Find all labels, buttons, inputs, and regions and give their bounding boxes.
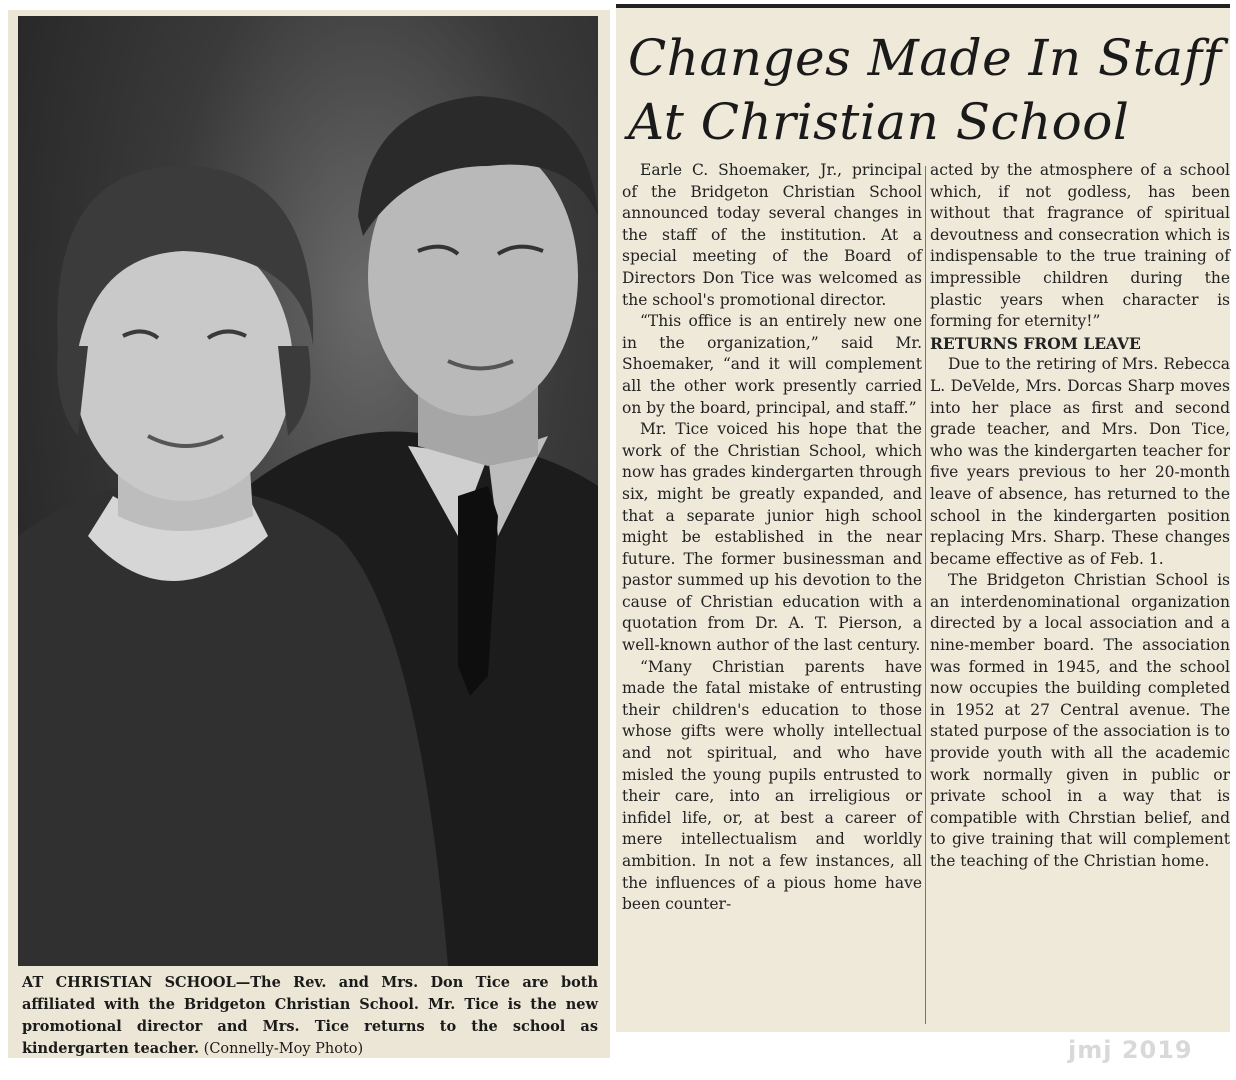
headline [628, 26, 1228, 154]
column-divider [925, 166, 926, 1024]
portrait-photo [18, 16, 598, 966]
headline-line-1: Changes Made In Staff [628, 29, 1222, 87]
headline-line-2: At Christian School [628, 93, 1130, 151]
article-paragraph: “This office is an entirely new one in the organization,” said Mr. Shoemaker, “and it will complement all the other work presently carried on by the board, principal, and staff.” [622, 312, 922, 417]
caption-lead: AT CHRISTIAN SCHOOL— [22, 974, 251, 991]
article-clipping [616, 4, 1230, 1032]
article-paragraph: acted by the atmosphere of a school which, if not godless, has been without that fragrance of spiritual devoutness and consecration which is indispensable to the true training of impressible children during the plastic years when character is forming for eternity!” [930, 161, 1230, 331]
photo-caption [22, 972, 598, 1060]
article-paragraph: Mr. Tice voiced his hope that the work of the Christian School, which now has grades kindergarten through six, might be greatly expanded, and that a separate junior high school might be established in the near future. The former businessman and pastor summed up his devotion to the cause of Christian education with a quotation from Dr. A. T. Pierson, a well-known author of the last century. [622, 420, 922, 655]
photo-clipping [8, 10, 610, 1058]
article-column-2 [930, 160, 1230, 873]
article-paragraph: The Bridgeton Christian School is an interdenominational organization directed by a local association and a nine-member board. The association was formed in 1945, and the school now occupies the building completed in 1952 at 27 Central avenue. The stated purpose of the association is to provide youth with all the academic work normally given in public or private school in a way that is compatible with Chrstian belief, and to give training that will complement the teaching of the Christian home. [930, 571, 1230, 870]
article-paragraph: “Many Christian parents have made the fatal mistake of entrusting their children's education to those whose gifts were wholly intellectual and not spiritual, and who have misled the young pupils entrusted to their care, into an irreligious or infidel life, or, at best a career of mere intellectualism and worldly ambition. In not a few instances, all the influences of a pious home have been counter- [622, 657, 922, 914]
caption-body: The Rev. and Mrs. Don Tice are both affiliated with the Bridgeton Christian School. Mr. Tice is the new promotional director and Mrs. Tice returns to the school as kindergarten teacher. [22, 974, 598, 1057]
article-column-1 [622, 160, 922, 916]
watermark: jmj 2019 [1068, 1036, 1193, 1064]
portrait-illustration [18, 16, 598, 966]
subheading: RETURNS FROM LEAVE [930, 333, 1141, 353]
article-paragraph: Earle C. Shoemaker, Jr., principal of the Bridgeton Christian School announced today several changes in the staff of the institution. At a special meeting of the Board of Directors Don Tice was welcomed as the school's promotional director. [622, 161, 922, 309]
article-paragraph: Due to the retiring of Mrs. Rebecca L. DeVelde, Mrs. Dorcas Sharp moves into her place as first and second grade teacher, and Mrs. Don Tice, who was the kindergarten teacher for five years previous to her 20-month leave of absence, has returned to the school in the kindergarten position replacing Mrs. Sharp. These changes became effective as of Feb. 1. [930, 355, 1230, 568]
caption-credit: (Connelly-Moy Photo) [203, 1041, 364, 1057]
